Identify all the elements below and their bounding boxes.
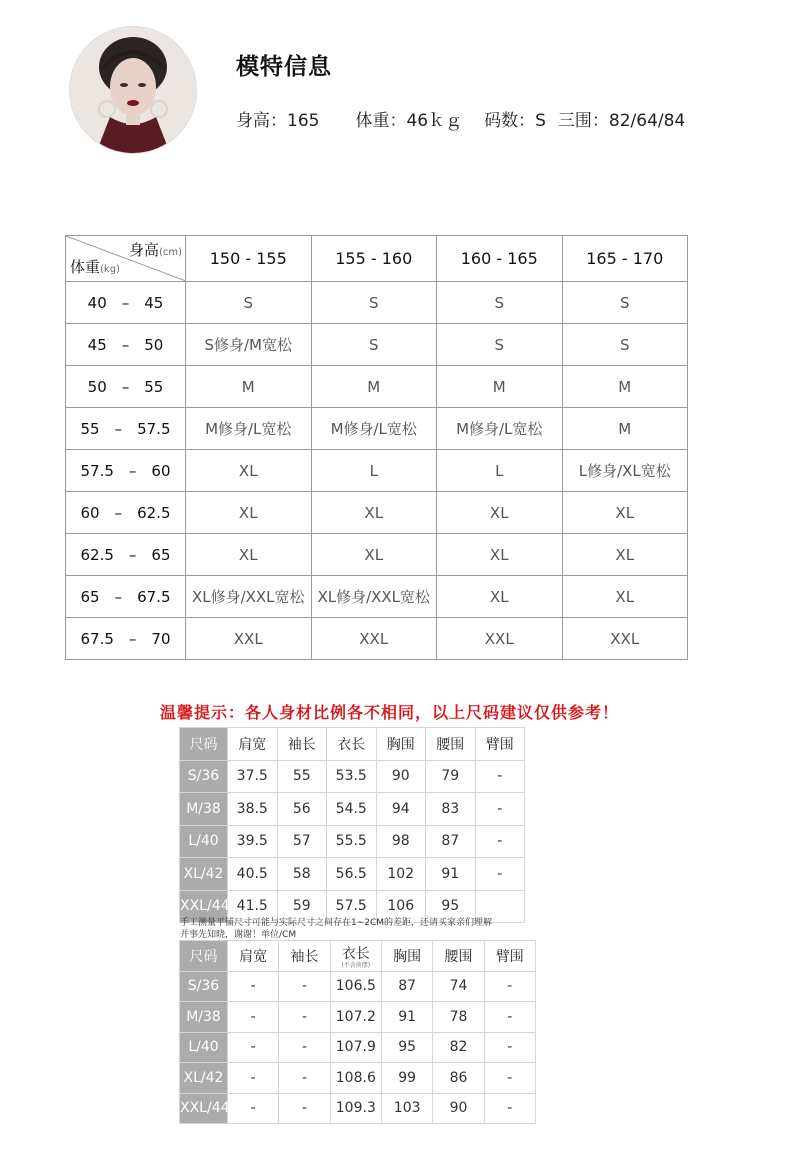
value-cell: 55 xyxy=(277,760,327,793)
height-label: 身高： xyxy=(236,111,287,131)
model-portrait-image xyxy=(70,27,196,153)
value-cell: 91 xyxy=(426,858,476,891)
value-cell: - xyxy=(228,1032,279,1063)
weight-axis-label: 体重(kg) xyxy=(70,258,120,276)
weight-range: 40 – 45 xyxy=(66,282,186,324)
size-recommendation-table xyxy=(65,235,688,660)
size-cell: M/38 xyxy=(180,1002,228,1033)
table-row xyxy=(66,576,688,618)
size-cell: S xyxy=(437,282,563,324)
warning-text: 温馨提示：各人身材比例各不相同，以上尺码建议仅供参考！ xyxy=(160,703,620,722)
table-header-row xyxy=(66,236,688,282)
column-header: 150 - 155 xyxy=(186,236,312,282)
table-row xyxy=(180,1002,536,1033)
column-header: 胸围 xyxy=(376,728,426,761)
table-row xyxy=(180,760,525,793)
size-cell: M xyxy=(186,366,312,408)
column-header: 袖长 xyxy=(277,728,327,761)
size-cell: XXL xyxy=(437,618,563,660)
value-cell: 94 xyxy=(376,793,426,826)
size-value: S xyxy=(535,111,546,131)
size-cell: S xyxy=(562,324,688,366)
size-cell: XXL/44 xyxy=(180,890,228,923)
weight-range: 60 – 62.5 xyxy=(66,492,186,534)
size-cell: S xyxy=(311,324,437,366)
column-header-subnote: (不含前摆) xyxy=(341,961,371,969)
value-cell: 38.5 xyxy=(228,793,278,826)
value-cell: - xyxy=(279,1063,330,1094)
size-cell: S xyxy=(562,282,688,324)
size-cell: XXL xyxy=(311,618,437,660)
size-cell: L xyxy=(311,450,437,492)
table-row xyxy=(180,971,536,1002)
table-row xyxy=(66,408,688,450)
size-cell: XL xyxy=(311,534,437,576)
size-cell: XL xyxy=(562,492,688,534)
table-header-row xyxy=(180,728,525,761)
size-cell: S/36 xyxy=(180,971,228,1002)
value-cell: 54.5 xyxy=(327,793,377,826)
table-row xyxy=(180,1093,536,1124)
column-header: 155 - 160 xyxy=(311,236,437,282)
table-row xyxy=(66,450,688,492)
value-cell: - xyxy=(279,1093,330,1124)
value-cell: 107.2 xyxy=(330,1002,381,1033)
weight-range: 65 – 67.5 xyxy=(66,576,186,618)
model-info-line xyxy=(236,106,685,131)
value-cell: - xyxy=(484,1063,535,1094)
table-row xyxy=(66,534,688,576)
value-cell: 74 xyxy=(433,971,484,1002)
table-row xyxy=(180,1063,536,1094)
value-cell: 53.5 xyxy=(327,760,377,793)
value-cell: 90 xyxy=(433,1093,484,1124)
value-cell: - xyxy=(279,971,330,1002)
value-cell: - xyxy=(484,1002,535,1033)
value-cell: 55.5 xyxy=(327,825,377,858)
weight-range: 62.5 – 65 xyxy=(66,534,186,576)
size-cell: S xyxy=(437,324,563,366)
value-cell: 102 xyxy=(376,858,426,891)
value-cell: 98 xyxy=(376,825,426,858)
column-header: 腰围 xyxy=(426,728,476,761)
value-cell: 78 xyxy=(433,1002,484,1033)
size-cell: L xyxy=(437,450,563,492)
value-cell: - xyxy=(228,971,279,1002)
value-cell: - xyxy=(279,1002,330,1033)
table-row xyxy=(66,618,688,660)
weight-range: 55 – 57.5 xyxy=(66,408,186,450)
table-row xyxy=(180,1032,536,1063)
value-cell: 109.3 xyxy=(330,1093,381,1124)
value-cell: - xyxy=(228,1063,279,1094)
size-cell: XL xyxy=(562,534,688,576)
column-header: 臂围 xyxy=(484,941,535,972)
size-cell: XL xyxy=(437,492,563,534)
table-row xyxy=(180,858,525,891)
value-cell: 82 xyxy=(433,1032,484,1063)
table-row xyxy=(180,825,525,858)
value-cell: 40.5 xyxy=(228,858,278,891)
value-cell: 87 xyxy=(426,825,476,858)
size-cell: M修身/L宽松 xyxy=(437,408,563,450)
value-cell: - xyxy=(484,971,535,1002)
size-cell: L/40 xyxy=(180,1032,228,1063)
weight-value: 46ｋｇ xyxy=(406,111,463,131)
value-cell: 41.5 xyxy=(228,890,278,923)
corner-header xyxy=(66,236,186,282)
height-axis-label: 身高(cm) xyxy=(128,241,182,259)
size-cell: S xyxy=(186,282,312,324)
weight-label: 体重： xyxy=(355,111,407,131)
value-cell: 106 xyxy=(376,890,426,923)
value-cell: 107.9 xyxy=(330,1032,381,1063)
value-cell: 59 xyxy=(277,890,327,923)
value-cell: 83 xyxy=(426,793,476,826)
size-cell: S修身/M宽松 xyxy=(186,324,312,366)
table-row xyxy=(66,324,688,366)
value-cell: 56.5 xyxy=(327,858,377,891)
value-cell: 58 xyxy=(277,858,327,891)
size-cell: XL xyxy=(311,492,437,534)
value-cell: 95 xyxy=(426,890,476,923)
size-cell: XL/42 xyxy=(180,1063,228,1094)
size-cell: XXL/44 xyxy=(180,1093,228,1124)
measurement-note xyxy=(180,917,492,941)
column-header: 胸围 xyxy=(381,941,432,972)
size-cell: M xyxy=(311,366,437,408)
column-header-text: 衣长 xyxy=(341,945,370,962)
size-cell: M修身/L宽松 xyxy=(186,408,312,450)
measurements-label: 三围： xyxy=(557,111,609,131)
size-cell: XL xyxy=(186,450,312,492)
model-avatar xyxy=(70,27,196,153)
size-cell: S xyxy=(311,282,437,324)
value-cell: 37.5 xyxy=(228,760,278,793)
column-header: 袖长 xyxy=(279,941,330,972)
value-cell: 99 xyxy=(381,1063,432,1094)
size-cell: XL xyxy=(186,492,312,534)
value-cell: 108.6 xyxy=(330,1063,381,1094)
size-cell: M xyxy=(562,366,688,408)
note-line: 手工测量平铺尺寸可能与实际尺寸之间存在1~2CM的差距，还请买家亲们理解 xyxy=(180,918,493,928)
size-cell: M修身/L宽松 xyxy=(311,408,437,450)
size-cell: XL xyxy=(562,576,688,618)
value-cell: 87 xyxy=(381,971,432,1002)
size-label: 码数： xyxy=(484,111,536,131)
model-info-title: 模特信息 xyxy=(236,54,332,80)
note-line: 并事先知晓，谢谢！单位/CM xyxy=(180,930,297,940)
value-cell: - xyxy=(279,1032,330,1063)
size-cell: XL/42 xyxy=(180,858,228,891)
size-cell: L/40 xyxy=(180,825,228,858)
column-header xyxy=(330,941,381,972)
column-header: 165 - 170 xyxy=(562,236,688,282)
value-cell: - xyxy=(484,1093,535,1124)
value-cell: 103 xyxy=(381,1093,432,1124)
size-cell: M xyxy=(562,408,688,450)
value-cell: - xyxy=(228,1093,279,1124)
size-cell: L修身/XL宽松 xyxy=(562,450,688,492)
size-cell: M xyxy=(437,366,563,408)
size-cell: XL xyxy=(186,534,312,576)
value-cell: 91 xyxy=(381,1002,432,1033)
size-cell: XXL xyxy=(562,618,688,660)
height-value: 165 xyxy=(287,111,320,131)
size-cell: XL xyxy=(437,534,563,576)
value-cell: 39.5 xyxy=(228,825,278,858)
column-header: 尺码 xyxy=(180,728,228,761)
column-header: 衣长 xyxy=(327,728,377,761)
dress-measurement-table xyxy=(179,940,536,1124)
weight-range: 57.5 – 60 xyxy=(66,450,186,492)
column-header: 尺码 xyxy=(180,941,228,972)
size-cell: XXL xyxy=(186,618,312,660)
column-header: 臂围 xyxy=(475,728,525,761)
value-cell: - xyxy=(475,760,525,793)
value-cell: 56 xyxy=(277,793,327,826)
value-cell: 95 xyxy=(381,1032,432,1063)
table-header-row xyxy=(180,941,536,972)
value-cell: 79 xyxy=(426,760,476,793)
value-cell: 86 xyxy=(433,1063,484,1094)
table-row xyxy=(66,492,688,534)
size-cell: XL xyxy=(437,576,563,618)
value-cell: - xyxy=(475,858,525,891)
value-cell: 106.5 xyxy=(330,971,381,1002)
value-cell: - xyxy=(475,793,525,826)
size-cell: XL修身/XXL宽松 xyxy=(311,576,437,618)
column-header: 160 - 165 xyxy=(437,236,563,282)
table-row xyxy=(66,366,688,408)
top-measurement-table xyxy=(179,727,525,923)
value-cell: 90 xyxy=(376,760,426,793)
table-row xyxy=(66,282,688,324)
value-cell: - xyxy=(475,825,525,858)
value-cell: - xyxy=(484,1032,535,1063)
measurements-value: 82/64/84 xyxy=(608,111,686,131)
weight-range: 45 – 50 xyxy=(66,324,186,366)
size-cell: S/36 xyxy=(180,760,228,793)
value-cell: 57.5 xyxy=(327,890,377,923)
size-cell: XL修身/XXL宽松 xyxy=(186,576,312,618)
weight-range: 50 – 55 xyxy=(66,366,186,408)
column-header: 腰围 xyxy=(433,941,484,972)
column-header: 肩宽 xyxy=(228,728,278,761)
table-row xyxy=(180,793,525,826)
weight-range: 67.5 – 70 xyxy=(66,618,186,660)
value-cell: - xyxy=(228,1002,279,1033)
value-cell: 57 xyxy=(277,825,327,858)
size-cell: M/38 xyxy=(180,793,228,826)
column-header: 肩宽 xyxy=(228,941,279,972)
